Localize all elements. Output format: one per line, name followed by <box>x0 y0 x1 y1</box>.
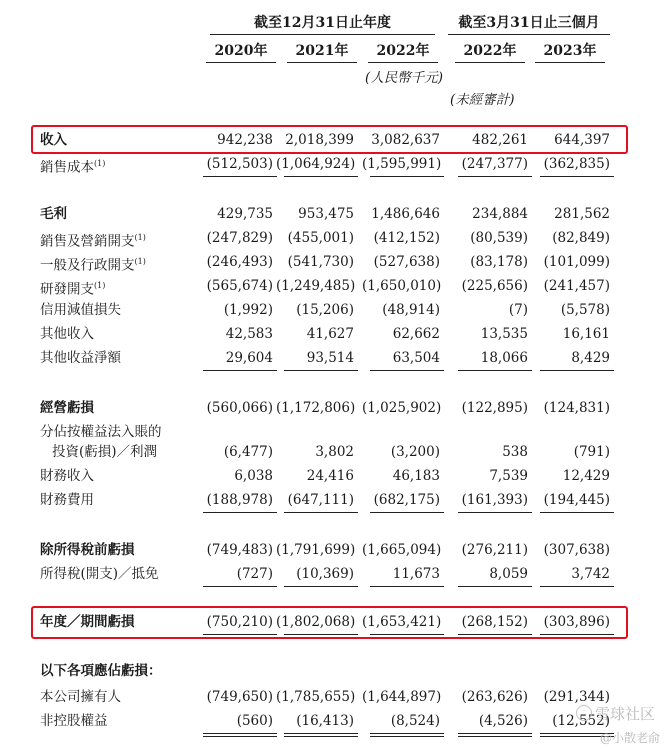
footnote-marker: (1) <box>94 281 106 290</box>
subtotal-rule <box>540 512 614 513</box>
header-year-1: 2020年 <box>214 43 268 59</box>
cell-value: (682,175) <box>373 492 440 508</box>
header-group-annual: 截至12月31日止年度 <box>254 15 391 31</box>
cell-value: (1,595,991) <box>362 156 442 172</box>
row-label <box>40 539 135 561</box>
cell-value: 8,059 <box>489 566 528 582</box>
cell-value: (6,477) <box>223 444 273 460</box>
cell-value: (1,653,421) <box>362 614 442 630</box>
cell-value: 93,514 <box>306 350 354 366</box>
subtotal-rule <box>458 176 532 177</box>
cell-value: (1,665,094) <box>362 542 442 558</box>
row-label-text: 本公司擁有人 <box>40 689 121 705</box>
cell-value: (1,785,655) <box>276 689 356 705</box>
row-label <box>40 563 159 585</box>
cell-value: 62,662 <box>392 326 440 342</box>
row-label-text: 以下各項應佔虧損： <box>40 663 162 679</box>
row-label-text: 除所得稅前虧損 <box>40 542 135 558</box>
cell-value: (247,829) <box>206 230 273 246</box>
cell-value: (10,369) <box>296 566 354 582</box>
row-label <box>40 686 121 708</box>
header-year-2: 2021年 <box>295 43 349 59</box>
cell-value: 1,486,646 <box>371 206 440 222</box>
cell-value: (225,656) <box>461 278 528 294</box>
cell-value: (749,483) <box>206 542 273 558</box>
cell-value: (4,526) <box>478 713 528 729</box>
row-label-text: 一般及行政開支 <box>40 257 135 274</box>
cell-value: (80,539) <box>470 230 528 246</box>
cell-value: 46,183 <box>392 468 440 484</box>
cell-value: 2,018,399 <box>285 132 354 148</box>
header-year-rule-3 <box>368 62 438 63</box>
cell-value: 7,539 <box>489 468 528 484</box>
header-year-5: 2023年 <box>543 43 597 59</box>
cell-value: (412,152) <box>373 230 440 246</box>
cell-value: (1,249,485) <box>276 278 356 294</box>
cell-value: 41,627 <box>306 326 354 342</box>
cell-value: (188,978) <box>206 492 273 508</box>
cell-value: (247,377) <box>461 156 528 172</box>
subtotal-rule <box>458 512 532 513</box>
row-label <box>40 299 121 321</box>
snowball-logo-icon <box>576 705 592 721</box>
cell-value: (241,457) <box>543 278 610 294</box>
row-label <box>40 275 105 301</box>
cell-value: (1,791,699) <box>276 542 356 558</box>
cell-value: (1,644,897) <box>362 689 442 705</box>
watermark-logo-text: 雪球社区 <box>595 705 656 723</box>
cell-value: (791) <box>573 444 610 460</box>
table-row <box>0 441 672 463</box>
cell-value: 3,082,637 <box>371 132 440 148</box>
cell-value: 12,429 <box>562 468 610 484</box>
header-year-rule-2 <box>287 62 357 63</box>
header-year-rule-5 <box>535 62 605 63</box>
table-row <box>0 397 672 419</box>
row-label <box>40 660 162 682</box>
unaudited-label: (未經審計) <box>450 92 515 108</box>
cell-value: 234,884 <box>472 206 528 222</box>
cell-value: 13,535 <box>480 326 528 342</box>
unit-label: (人民幣千元) <box>365 70 444 86</box>
subtotal-rule <box>284 586 358 587</box>
cell-value: (727) <box>236 566 273 582</box>
cell-value: 6,038 <box>234 468 273 484</box>
subtotal-rule <box>203 176 277 177</box>
cell-value: (82,849) <box>552 230 610 246</box>
table-row <box>0 686 672 708</box>
subtotal-rule <box>203 512 277 513</box>
cell-value: (268,152) <box>461 614 528 630</box>
subtotal-rule <box>203 370 277 371</box>
row-label-text: 財務收入 <box>40 468 94 484</box>
cell-value: (5,578) <box>560 302 610 318</box>
row-label-text: 投資(虧損)／利潤 <box>52 444 158 460</box>
cell-value: (303,896) <box>543 614 610 630</box>
cell-value: (565,674) <box>206 278 273 294</box>
cell-value: (15,206) <box>296 302 354 318</box>
subtotal-rule <box>370 176 444 177</box>
subtotal-rule <box>284 733 358 734</box>
cell-value: 538 <box>502 444 528 460</box>
cell-value: (1,025,902) <box>362 400 442 416</box>
subtotal-rule <box>203 586 277 587</box>
row-label-text: 其他收入 <box>40 326 94 342</box>
cell-value: (161,393) <box>461 492 528 508</box>
watermark-logo <box>576 703 655 724</box>
cell-value: (122,895) <box>461 400 528 416</box>
cell-value: 3,802 <box>315 444 354 460</box>
cell-value: (48,914) <box>382 302 440 318</box>
row-label-text: 其他收益淨額 <box>40 350 121 366</box>
header-group-annual-rule <box>210 34 435 35</box>
row-label-text: 銷售成本 <box>40 159 94 176</box>
row-label-text: 所得稅(開支)／抵免 <box>40 566 159 582</box>
row-label-text: 年度／期間虧損 <box>40 614 135 630</box>
subtotal-rule <box>458 586 532 587</box>
cell-value: (1,172,806) <box>276 400 356 416</box>
footnote-marker: (1) <box>134 233 146 242</box>
cell-value: (1,064,924) <box>276 156 356 172</box>
table-row <box>0 227 672 249</box>
table-row <box>0 275 672 297</box>
row-label <box>40 465 94 487</box>
cell-value: 18,066 <box>480 350 528 366</box>
row-label <box>40 323 94 345</box>
header-year-rule-4 <box>455 62 525 63</box>
cell-value: (263,626) <box>461 689 528 705</box>
cell-value: 281,562 <box>554 206 610 222</box>
row-label-text: 財務費用 <box>40 492 94 508</box>
table-row <box>0 323 672 345</box>
cell-value: 42,583 <box>225 326 273 342</box>
cell-value: (8,524) <box>390 713 440 729</box>
row-label <box>40 710 108 732</box>
row-label-text: 分佔按權益法入賬的 <box>40 424 162 440</box>
table-row <box>0 710 672 732</box>
cell-value: 3,742 <box>571 566 610 582</box>
table-row <box>0 465 672 487</box>
table-row <box>0 347 672 369</box>
table-row <box>0 203 672 225</box>
subtotal-rule <box>284 736 358 737</box>
cell-value: (12,552) <box>552 713 610 729</box>
cell-value: 11,673 <box>392 566 440 582</box>
row-label-text: 研發開支 <box>40 281 94 298</box>
cell-value: 953,475 <box>298 206 354 222</box>
header-group-quarter-rule <box>448 34 610 35</box>
table-row <box>0 421 672 443</box>
cell-value: 24,416 <box>306 468 354 484</box>
row-label-text: 銷售及營銷開支 <box>40 233 135 250</box>
subtotal-rule <box>284 370 358 371</box>
row-label <box>40 347 121 369</box>
cell-value: (512,503) <box>206 156 273 172</box>
subtotal-rule <box>203 733 277 734</box>
row-label <box>40 397 94 419</box>
row-label-text: 毛利 <box>40 206 67 222</box>
cell-value: (362,835) <box>543 156 610 172</box>
header-group-quarter: 截至3月31日止三個月 <box>458 15 600 31</box>
cell-value: (1,992) <box>223 302 273 318</box>
subtotal-rule <box>458 736 532 737</box>
cell-value: 942,238 <box>217 132 273 148</box>
subtotal-rule <box>284 176 358 177</box>
subtotal-rule <box>540 176 614 177</box>
cell-value: 644,397 <box>554 132 610 148</box>
cell-value: (1,650,010) <box>362 278 442 294</box>
row-label <box>40 153 105 179</box>
row-label-text: 經營虧損 <box>40 400 94 416</box>
cell-value: (647,111) <box>287 492 354 508</box>
subtotal-rule <box>370 370 444 371</box>
row-label-text: 收入 <box>40 132 67 148</box>
cell-value: (83,178) <box>470 254 528 270</box>
table-row <box>0 251 672 273</box>
cell-value: (246,493) <box>206 254 273 270</box>
header-year-4: 2022年 <box>463 43 517 59</box>
cell-value: (291,344) <box>543 689 610 705</box>
cell-value: 429,735 <box>217 206 273 222</box>
cell-value: (3,200) <box>390 444 440 460</box>
cell-value: (7) <box>508 302 528 318</box>
cell-value: (527,638) <box>373 254 440 270</box>
loss-highlight-box <box>31 606 628 639</box>
cell-value: (194,445) <box>543 492 610 508</box>
cell-value: (1,802,068) <box>276 614 356 630</box>
subtotal-rule <box>458 370 532 371</box>
table-row <box>0 489 672 511</box>
subtotal-rule <box>458 733 532 734</box>
subtotal-rule <box>370 586 444 587</box>
cell-value: 482,261 <box>472 132 528 148</box>
cell-value: 63,504 <box>392 350 440 366</box>
subtotal-rule <box>540 370 614 371</box>
row-label <box>40 227 146 253</box>
cell-value: (124,831) <box>543 400 610 416</box>
cell-value: (560,066) <box>206 400 273 416</box>
subtotal-rule <box>540 586 614 587</box>
row-label <box>52 441 157 463</box>
cell-value: (276,211) <box>461 542 528 558</box>
cell-value: 8,429 <box>571 350 610 366</box>
cell-value: (749,650) <box>206 689 273 705</box>
watermark-handle: @小散老俞 <box>600 731 661 745</box>
row-label-text: 非控股權益 <box>40 713 108 729</box>
cell-value: 29,604 <box>225 350 273 366</box>
table-row <box>0 539 672 561</box>
subtotal-rule <box>203 736 277 737</box>
cell-value: (307,638) <box>543 542 610 558</box>
row-label <box>40 203 67 225</box>
subtotal-rule <box>370 736 444 737</box>
cell-value: (101,099) <box>543 254 610 270</box>
subtotal-rule <box>284 512 358 513</box>
row-label <box>40 489 94 511</box>
cell-value: (16,413) <box>296 713 354 729</box>
row-label <box>40 251 146 277</box>
cell-value: 16,161 <box>562 326 610 342</box>
revenue-highlight-box <box>31 125 628 154</box>
cell-value: (455,001) <box>287 230 354 246</box>
cell-value: (750,210) <box>206 614 273 630</box>
subtotal-rule <box>370 512 444 513</box>
header-year-rule-1 <box>206 62 276 63</box>
row-label-text: 信用減值損失 <box>40 302 121 318</box>
footnote-marker: (1) <box>134 257 146 266</box>
footnote-marker: (1) <box>94 159 106 168</box>
table-row <box>0 563 672 585</box>
header-year-3: 2022年 <box>376 43 430 59</box>
row-label <box>40 421 162 443</box>
table-row <box>0 153 672 175</box>
cell-value: (541,730) <box>287 254 354 270</box>
table-row <box>0 299 672 321</box>
subtotal-rule <box>370 733 444 734</box>
cell-value: (560) <box>236 713 273 729</box>
table-row <box>0 660 672 682</box>
